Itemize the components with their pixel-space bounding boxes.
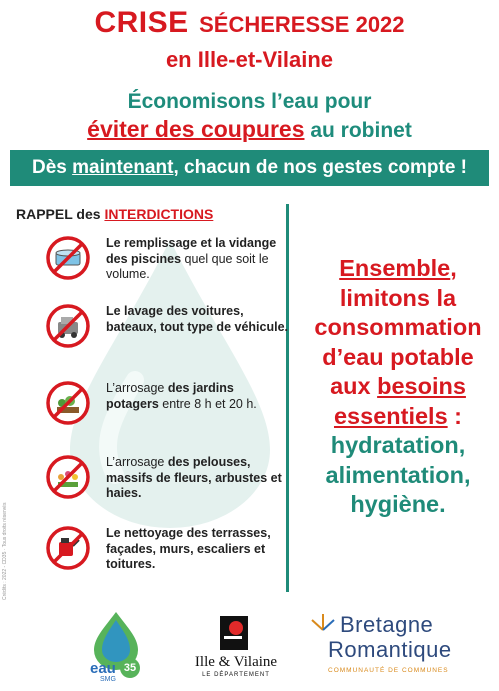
flower-watering-prohibited-icon	[46, 455, 90, 499]
subtitle-line1: Économisons l’eau pour	[127, 90, 372, 113]
pressure-washer-prohibited-icon	[46, 526, 90, 570]
partner-logos	[0, 600, 499, 691]
bretagne-romantique-logo: Bretagne Romantique COMMUNAUTÉ DE COMMUNES	[306, 606, 486, 686]
main-title-line2: en Ille-et-Vilaine	[165, 47, 334, 72]
subtitle-emphasis: éviter des coupures	[87, 116, 305, 142]
ille-et-vilaine-logo: Ille & Vilaine LE DÉPARTEMENT	[180, 614, 292, 684]
vegetable-garden-prohibited-icon	[46, 381, 90, 425]
main-message: Ensemble, limitons la consommation d’eau potable aux besoins essentiels : hydratation, alimentation, hygiène.	[314, 255, 482, 517]
rappel-heading: RAPPEL des INTERDICTIONS	[16, 206, 214, 222]
main-title: CRISE SÉCHERESSE 2022	[94, 6, 405, 39]
sun-rays-icon	[308, 610, 338, 632]
eau35-logo: eau 35 SMG	[86, 610, 146, 684]
credits-caption: Crédits : 2022 - CD35 · Tous droits réservés	[2, 502, 8, 600]
car-wash-prohibited-icon	[46, 304, 90, 348]
poster: CRISE SÉCHERESSE 2022 en Ille-et-Vilaine Économisons l’eau pour éviter des coupures au robinet Dès maintenant, chacun de nos gestes compte ! RAPPEL des INTERDICTIONS Le remplissage et la vidange des piscines quel que soit le volume. Le lavage des voitures, bateaux, tout type de véhicule. L’arrosage des jardins potagers entre 8 h et 20 h. L’arrosage des pelouses, massifs de fleurs, arbustes et haies. Le nettoyage des terrasses, façades, murs, escaliers et toitures. Ensemble, limitons la consommation d’eau potable aux besoins essentiels : hydratation, alimentation, hygiène. Crédits : 2022 - CD35 · Tous droits réservés eau 35 SMG Ille & Vilaine LE DÉPARTEMENT Bretagne Romantique COMMUNAUTÉ DE COMMUNES	[0, 0, 499, 691]
call-to-action-banner: Dès maintenant, chacun de nos gestes compte !	[10, 150, 489, 186]
subtitle-line2: éviter des coupures au robinet	[87, 116, 412, 142]
swimming-pool-prohibited-icon	[46, 236, 90, 280]
ille-et-vilaine-emblem-icon	[180, 614, 292, 652]
